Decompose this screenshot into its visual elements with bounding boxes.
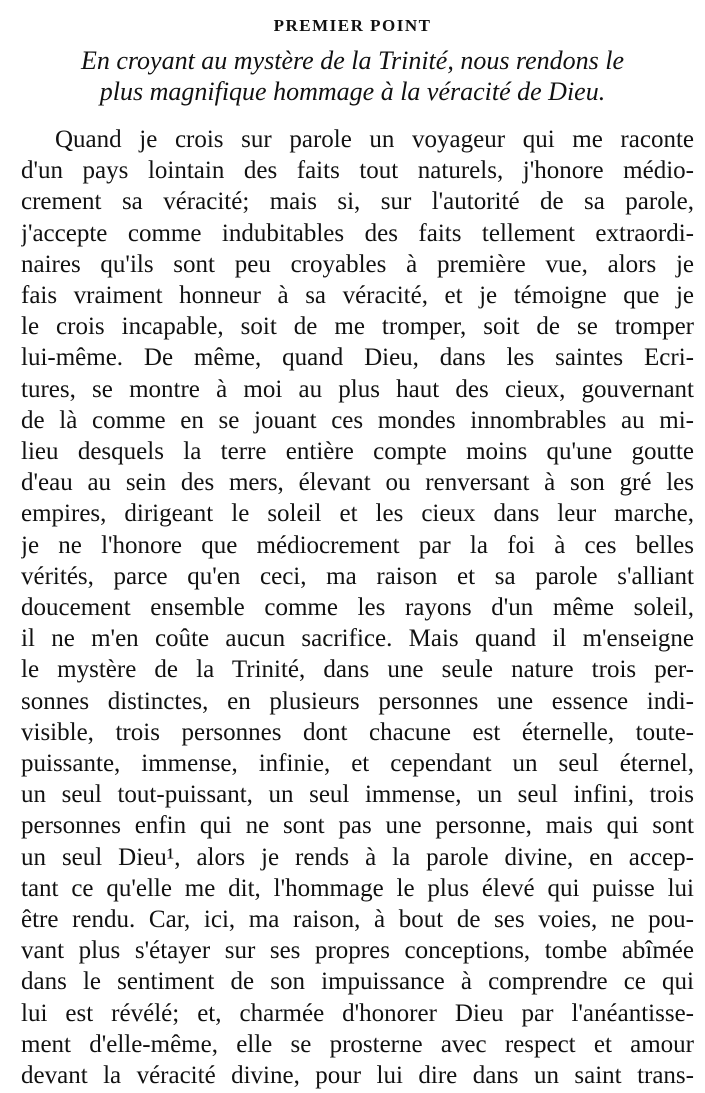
text-line: sonnes distinctes, en plusieurs personnes une essence indi- bbox=[21, 687, 694, 715]
text-line: le mystère de la Trinité, dans une seule nature trois per- bbox=[21, 656, 694, 684]
text-line: Quand je crois sur parole un voyageur qui me raconte bbox=[55, 126, 694, 153]
text-line: dans le sentiment de son impuissance à comprendre ce qui bbox=[21, 968, 694, 996]
text-line: crement sa véracité; mais si, sur l'autorité de sa parole, bbox=[21, 188, 694, 216]
text-line: vant plus s'étayer sur ses propres conceptions, tombe abîmée bbox=[21, 937, 694, 965]
text-line: d'un pays lointain des faits tout naturels, j'honore médio- bbox=[21, 157, 694, 185]
text-line: fais vraiment honneur à sa véracité, et je témoigne que je bbox=[21, 282, 694, 309]
text-line: visible, trois personnes dont chacune est éternelle, toute- bbox=[21, 718, 694, 746]
section-subtitle-line-1: En croyant au mystère de la Trinité, nous rendons le bbox=[80, 46, 625, 75]
text-line: ment d'elle-même, elle se prosterne avec respect et amour bbox=[21, 1030, 694, 1058]
text-line: un seul Dieu¹, alors je rends à la parole divine, en accep- bbox=[21, 843, 694, 871]
text-line: tant ce qu'elle me dit, l'hommage le plus élevé qui puisse lui bbox=[21, 874, 694, 902]
text-line: j'accepte comme indubitables des faits tellement extraordi- bbox=[21, 219, 694, 247]
text-line: naires qu'ils sont peu croyables à première vue, alors je bbox=[21, 250, 694, 278]
text-line: lieu desquels la terre entière compte moins qu'une goutte bbox=[21, 438, 694, 465]
text-line: puissante, immense, infinie, et cependant un seul éternel, bbox=[21, 750, 694, 777]
text-line: d'eau au sein des mers, élevant ou renversant à son gré les bbox=[21, 469, 694, 497]
text-line: empires, dirigeant le soleil et les cieux dans leur marche, bbox=[21, 500, 694, 528]
section-heading: PREMIER POINT bbox=[273, 16, 432, 35]
text-line: je ne l'honore que médiocrement par la foi à ces belles bbox=[21, 531, 694, 559]
text-line: un seul tout-puissant, un seul immense, un seul infini, trois bbox=[21, 781, 694, 809]
text-line: il ne m'en coûte aucun sacrifice. Mais quand il m'enseigne bbox=[21, 625, 694, 653]
text-line: de là comme en se jouant ces mondes innombrables au mi- bbox=[21, 406, 694, 434]
text-line: être rendu. Car, ici, ma raison, à bout de ses voies, ne pou- bbox=[21, 906, 694, 933]
text-line: doucement ensemble comme les rayons d'un même soleil, bbox=[21, 594, 694, 621]
text-line: lui-même. De même, quand Dieu, dans les saintes Ecri- bbox=[21, 344, 694, 372]
text-line: le crois incapable, soit de me tromper, soit de se tromper bbox=[21, 313, 694, 341]
text-line: devant la véracité divine, pour lui dire dans un saint trans- bbox=[21, 1062, 694, 1089]
text-line: personnes enfin qui ne sont pas une personne, mais qui sont bbox=[21, 812, 694, 840]
text-line: vérités, parce qu'en ceci, ma raison et sa parole s'alliant bbox=[21, 562, 694, 590]
text-line: lui est révélé; et, charmée d'honorer Dieu par l'anéantisse- bbox=[21, 999, 694, 1027]
section-subtitle-line-2: plus magnifique hommage à la véracité de Dieu. bbox=[99, 77, 606, 106]
text-line: tures, se montre à moi au plus haut des cieux, gouvernant bbox=[21, 375, 694, 403]
